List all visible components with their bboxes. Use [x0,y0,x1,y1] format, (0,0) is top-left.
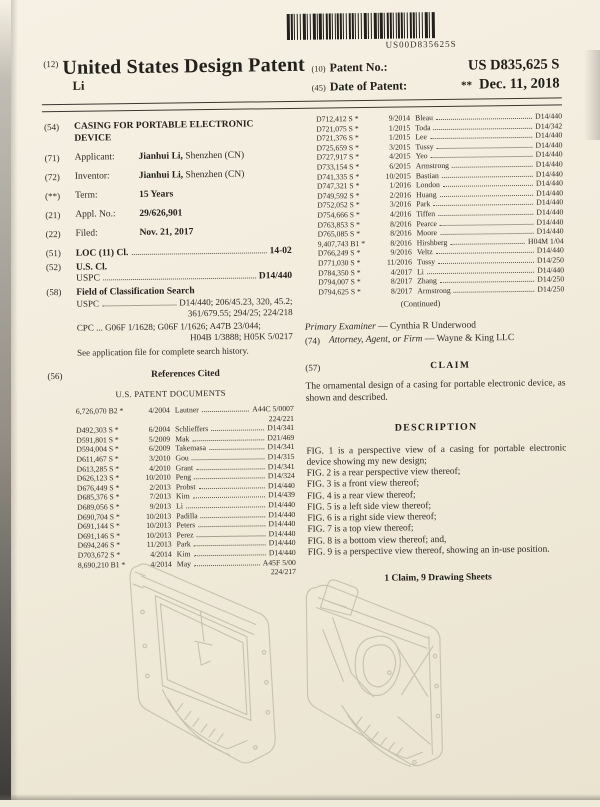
dot-leader [440,233,534,235]
ref-date: 5/2009 [148,434,171,444]
ref-class: D14/315 [267,451,295,462]
ref-date: 7/2013 [149,491,172,502]
ref-class: D14/341 [267,442,295,452]
field-code: (72) [44,171,60,183]
ref-inventor: May [176,558,192,568]
field-label: Term: [74,190,98,201]
ref-date: 3/2010 [149,453,171,463]
ref-number: D591,801 S * [76,435,119,445]
dot-leader [443,185,533,187]
ref-class: D14/440 [535,168,563,179]
attorney-line [305,332,565,348]
dot-leader [194,545,266,547]
bibliographic-field-row [44,150,290,164]
ref-date: 10/2015 [385,170,411,181]
figure-description-line: FIG. 2 is a rear perspective view thereof; [306,467,461,480]
section-code-74: (74) [304,335,321,347]
ref-date: 1/2015 [388,122,411,133]
ref-date: 6/2009 [148,443,171,454]
ref-class-2: 224/217 [270,567,297,577]
reference-row [318,284,564,297]
ref-date: 4/2014 [150,559,172,569]
photo-bottom-edge-shadow [0,794,600,800]
figure-perspective-drawing [97,552,310,800]
ref-date: 4/2010 [149,463,171,473]
date-code: (45) [311,82,326,93]
ref-class: D14/440 [536,226,564,236]
ref-class: D21/469 [267,432,295,443]
ref-number: D741,335 S * [316,171,360,182]
ref-inventor: Armstrong [415,160,450,171]
ref-inventor: Park [176,539,191,549]
attorney-label: Attorney, Agent, or Firm [328,334,423,346]
loc-class-row [46,245,292,259]
ref-number: D691,146 S * [77,530,121,541]
ref-number: D689,056 S * [77,502,120,512]
field-search-cpc-line2: H04B 1/3888; H05K 5/0217 [190,330,293,343]
ref-class: D14/440 [537,264,565,275]
field-value: Jianhui Li, Shenzhen (CN) [138,150,245,162]
ref-class: D14/341 [267,423,295,433]
ref-inventor: Probst [175,481,196,492]
left-column [44,119,296,580]
ref-date: 8/2017 [390,276,413,286]
ref-class-2: 224/221 [268,413,295,423]
date-label: Date of Patent: [329,78,408,94]
ref-date: 8/2016 [390,218,412,229]
ref-class: H04M 1/04 [527,236,564,246]
us-patent-documents-title: U.S. PATENT DOCUMENTS [115,387,226,400]
doc-type-code: (12) [43,59,59,70]
ref-number: D765,085 S * [317,229,361,239]
dot-leader [438,214,533,216]
ref-number: D626,123 S * [76,473,120,483]
dot-leader [437,147,533,149]
ref-inventor: Li [176,501,184,511]
ref-number: D492,303 S * [76,425,119,435]
dot-leader [440,281,534,283]
ref-number: D685,376 S * [76,492,120,503]
dot-leader [433,127,532,129]
loc-label: LOC (11) Cl. [75,248,129,259]
patent-no-value: US D835,625 S [467,56,560,74]
field-code: (71) [44,152,60,164]
continued-note: (Continued) [400,299,441,309]
ref-inventor: Lee [415,132,427,142]
field-value: 15 Years [138,189,174,200]
bibliographic-field-row [45,188,291,202]
dot-leader [197,535,266,537]
ref-date: 8/2016 [390,238,412,248]
ref-number: D727,917 S * [316,152,360,163]
ref-class: D14/440 [268,519,296,529]
dot-leader [198,525,265,527]
ref-class: D14/440 [536,216,564,227]
patent-no-label: Patent No.: [329,59,388,75]
ref-class: D14/440 [535,140,563,150]
dot-leader [199,487,265,489]
ref-date: 4/2014 [150,549,172,559]
figure-description-line: FIG. 3 is a front view thereof; [306,478,420,491]
photo-left-edge-shadow [0,0,11,800]
figure-descriptions [306,443,567,558]
ref-inventor: Kim [176,549,191,559]
ref-number: D752,052 S * [317,200,360,210]
ref-date: 1/2015 [388,132,411,142]
ref-number: D784,350 S * [318,267,361,278]
ref-inventor: Bleau [414,113,434,123]
field-code: (21) [45,209,61,221]
ref-inventor: Schlieffers [175,424,209,434]
ref-class: D14/440 [535,149,563,160]
ref-class: D14/342 [535,121,563,131]
ref-date: 9/2014 [388,113,411,123]
ref-date: 4/2015 [389,151,411,162]
ref-date: 2/2013 [149,482,171,492]
dot-leader [202,411,249,413]
ref-inventor: Huang [416,189,437,200]
ref-date: 4/2004 [148,405,170,415]
ref-inventor: Pearce [416,218,437,228]
invention-title: CASING FOR PORTABLE ELECTRONIC DEVICE [74,119,254,144]
section-code-54: (54) [44,121,60,133]
field-label: Inventor: [74,171,110,182]
ref-class: D14/440 [535,178,563,188]
ref-number: 8,690,210 B1 * [77,559,126,570]
bibliographic-field-row [45,169,291,183]
patent-date-row [312,75,560,95]
figure-description-line: FIG. 9 is a perspective view thereof, showing an in-use position. [307,544,550,558]
description-title: DESCRIPTION [394,421,478,434]
ref-class: D14/440 [268,547,296,558]
ref-number: D794,007 S * [318,277,361,287]
field-value: Jianhui Li, Shenzhen (CN) [138,169,245,181]
dot-leader [192,458,265,460]
ref-class: D14/440 [536,245,564,256]
figure-description-line: FIG. 7 is a top view thereof; [307,523,414,536]
ref-inventor: Lautner [174,405,199,415]
figure-description-line: FIG. 6 is a right side view thereof; [307,512,437,524]
ref-inventor: Zhang [417,276,437,286]
ref-inventor: Perez [176,529,194,540]
dot-leader [433,204,533,206]
ref-inventor: Tiffen [416,209,436,219]
ref-class: D14/250 [537,284,565,294]
patent-no-code: (10) [311,63,326,74]
right-column [302,111,568,584]
ref-class: D14/250 [536,255,564,265]
bibliographic-field-row [45,226,291,240]
dot-leader [427,271,534,273]
ref-date: 10/2010 [145,472,171,483]
ref-class: A45F 5/00 [262,557,296,567]
invention-title-section [44,119,290,145]
dot-leader [436,252,534,254]
ref-date: 6/2004 [148,424,171,435]
ref-date: 3/2016 [389,199,412,210]
ref-inventor: Padilla [176,510,198,521]
ref-number: D594,004 S * [76,444,119,455]
dot-leader [103,277,256,280]
ref-inventor: Kim [175,491,190,501]
uspc-value: D14/440 [258,270,293,282]
dot-leader [450,243,525,245]
examiner-name: Cynthia R Underwood [389,320,477,332]
barcode-bars [287,11,555,41]
dot-leader [430,137,533,139]
ref-number: D694,246 S * [77,540,121,551]
ref-inventor: Armstrong [417,285,451,296]
claim-title: CLAIM [430,360,471,372]
ref-inventor: Tussy [416,256,436,267]
ref-date: 4/2017 [390,266,413,277]
ref-date: 10/2013 [145,511,172,521]
ref-number: D747,321 S * [316,181,360,191]
claims-sheets-note: 1 Claim, 9 Drawing Sheets [384,572,492,584]
ref-inventor: Veltz [416,247,433,257]
ref-inventor: Li [417,266,424,276]
ref-class: D14/439 [268,490,296,500]
ref-number: D794,625 S * [318,286,361,297]
field-value: Nov. 21, 2017 [139,227,194,238]
examiner-label: Primary Examiner [304,322,376,334]
photo-left-edge-fade [11,0,18,800]
dot-leader [193,497,265,499]
search-history-note: See application file for complete search history. [77,345,249,358]
ref-class: D14/440 [536,188,564,198]
ref-class: D14/440 [535,159,563,169]
dot-leader [452,166,533,168]
ref-number: D733,154 S * [316,162,360,172]
section-code-57: (57) [305,362,321,374]
section-code-56: (56) [47,370,63,382]
figure-description-line: FIG. 4 is a rear view thereof; [306,490,416,502]
uspc-row [76,271,292,284]
ref-inventor: Takemasa [175,443,207,453]
section-code-52: (52) [45,261,62,273]
ref-number: D690,704 S * [77,511,120,522]
field-search-uspc-line1: D14/440; 206/45.23, 320, 45.2; [179,295,293,308]
document-title: United States Design Patent [62,53,306,79]
ref-number: D771,030 S * [317,257,361,268]
patent-number-block [311,56,559,97]
references-list-right [316,111,564,296]
ref-number: D754,666 S * [317,210,360,220]
ref-date: 9/2013 [149,501,172,511]
ref-class: D14/440 [268,538,296,548]
ref-class: D14/440 [536,207,564,217]
field-label: Applicant: [74,152,115,163]
dot-leader [201,516,266,518]
ref-class: D14/324 [267,471,295,481]
dot-leader [438,262,534,264]
ref-date: 1/2016 [389,180,411,190]
dot-leader [431,156,533,158]
ref-number: D725,659 S * [316,142,359,153]
references-cited-title: References Cited [150,368,220,380]
us-cl-label: U.S. Cl. [75,262,108,273]
dot-leader [211,430,264,432]
bibliographic-fields [44,150,291,240]
ref-number: D712,412 S * [316,114,359,124]
dot-leader [440,223,534,225]
bibliographic-field-row [45,207,291,221]
document-header [43,54,305,94]
field-search-uspc-line2: 361/679.55; 294/25; 224/218 [187,306,293,319]
dash: — [378,321,391,333]
ref-number: D763,853 S * [317,219,361,230]
ref-class: D14/440 [268,509,296,519]
field-code: (22) [45,228,61,240]
ref-class: D14/440 [268,528,296,539]
ref-class: D14/440 [268,499,296,510]
loc-value: 14-02 [269,245,292,257]
patent-no-row [311,56,559,76]
claim-text: The ornamental design of a casing for portable electronic device, as shown and described. [305,378,566,404]
ref-number: D749,592 S * [317,190,360,201]
ref-inventor: Moore [416,228,438,238]
dot-leader [209,449,264,451]
dot-leader [436,118,532,120]
references-cited-heading [47,368,293,381]
ref-number: 6,726,070 B2 * [75,406,124,416]
field-code: (**) [44,190,61,202]
field-search-uspc-label: USPC [76,298,100,309]
header-rule-bottom [42,104,562,112]
section-code-51: (51) [45,247,61,259]
inventor-surname: Li [72,78,85,93]
ref-number: D766,249 S * [317,248,361,258]
photo-right-edge-shadow [584,50,600,140]
ref-inventor: Gou [175,453,189,463]
ref-number: D676,449 S * [76,482,120,493]
field-value: 29/626,901 [139,208,183,219]
ref-date: 11/2013 [146,539,172,550]
dot-leader [196,468,265,470]
dot-leader [131,252,266,255]
ref-date: 8/2016 [390,228,412,238]
ref-date: 6/2015 [389,161,411,171]
attorney-firm: Wayne & King LLC [436,333,515,345]
ref-date: 2/2016 [389,190,412,200]
claim-heading [305,360,565,373]
ref-inventor: Peng [175,472,192,482]
ref-inventor: Toda [415,122,431,132]
ref-inventor: London [415,180,440,190]
barcode-text: US00D835625S [385,38,457,50]
barcode [287,11,555,52]
dash: — [422,334,437,345]
figure-description-line: FIG. 8 is a bottom view thereof; and, [307,534,447,547]
header-rule-top [42,97,562,105]
ref-class: A44C 5/0007 [252,403,294,414]
ref-inventor: Park [416,199,431,209]
figure-rear-perspective-drawing [292,575,520,798]
dot-leader [186,506,265,508]
ref-class: D14/440 [267,480,295,491]
date-value: Dec. 11, 2018 [478,75,560,93]
ref-date: 10/2013 [146,530,172,540]
ref-inventor: Bastian [415,170,439,180]
ref-inventor: Yeo [415,151,428,161]
ref-class: D14/341 [267,461,295,471]
ref-number: 9,407,743 B1 * [317,238,366,249]
ref-number: D611,467 S * [76,454,119,464]
field-label: Appl. No.: [75,209,116,220]
reference-entry [318,284,564,297]
field-search-label: Field of Classification Search [76,286,195,298]
ref-number: D691,144 S * [77,521,120,531]
ref-inventor: Hirshberg [416,237,448,248]
ref-inventor: Peters [176,520,196,530]
ref-inventor: Mak [175,434,190,444]
date-note: ** [461,79,473,92]
dot-leader [442,175,533,177]
ref-inventor: Grant [175,462,194,473]
ref-number: D721,376 S * [316,133,359,143]
ref-date: 4/2016 [389,209,412,219]
uspc-label: USPC [76,273,100,284]
section-code-58: (58) [46,286,62,298]
ref-class: D14/440 [535,130,563,140]
field-search-cpc-line1: CPC ... G06F 1/1628; G06F 1/1626; A47B 23/044; [76,320,261,333]
ref-number: D703,672 S * [77,550,121,560]
ref-number: D721,075 S * [316,123,359,134]
ref-class: D14/440 [535,111,563,121]
dot-leader [194,477,265,479]
ref-number: D613,285 S * [76,463,120,474]
ref-class: D14/250 [537,274,565,284]
ref-date: 11/2016 [386,257,412,267]
dot-leader [192,439,264,441]
ref-date: 3/2015 [389,142,411,152]
ref-class: D14/440 [536,197,564,208]
ref-inventor: Tussy [415,141,434,152]
dot-leader [454,290,535,292]
ref-date: 10/2013 [146,520,172,531]
ref-date: 8/2017 [390,286,413,296]
dot-leader [440,195,534,197]
ref-date: 9/2016 [390,247,412,257]
dot-leader [102,304,176,306]
figure-description-line: FIG. 1 is a perspective view of a casing for portable electronic device showing my new design; [306,443,567,468]
field-label: Filed: [75,228,98,239]
figure-description-line: FIG. 5 is a left side view thereof; [307,501,432,513]
